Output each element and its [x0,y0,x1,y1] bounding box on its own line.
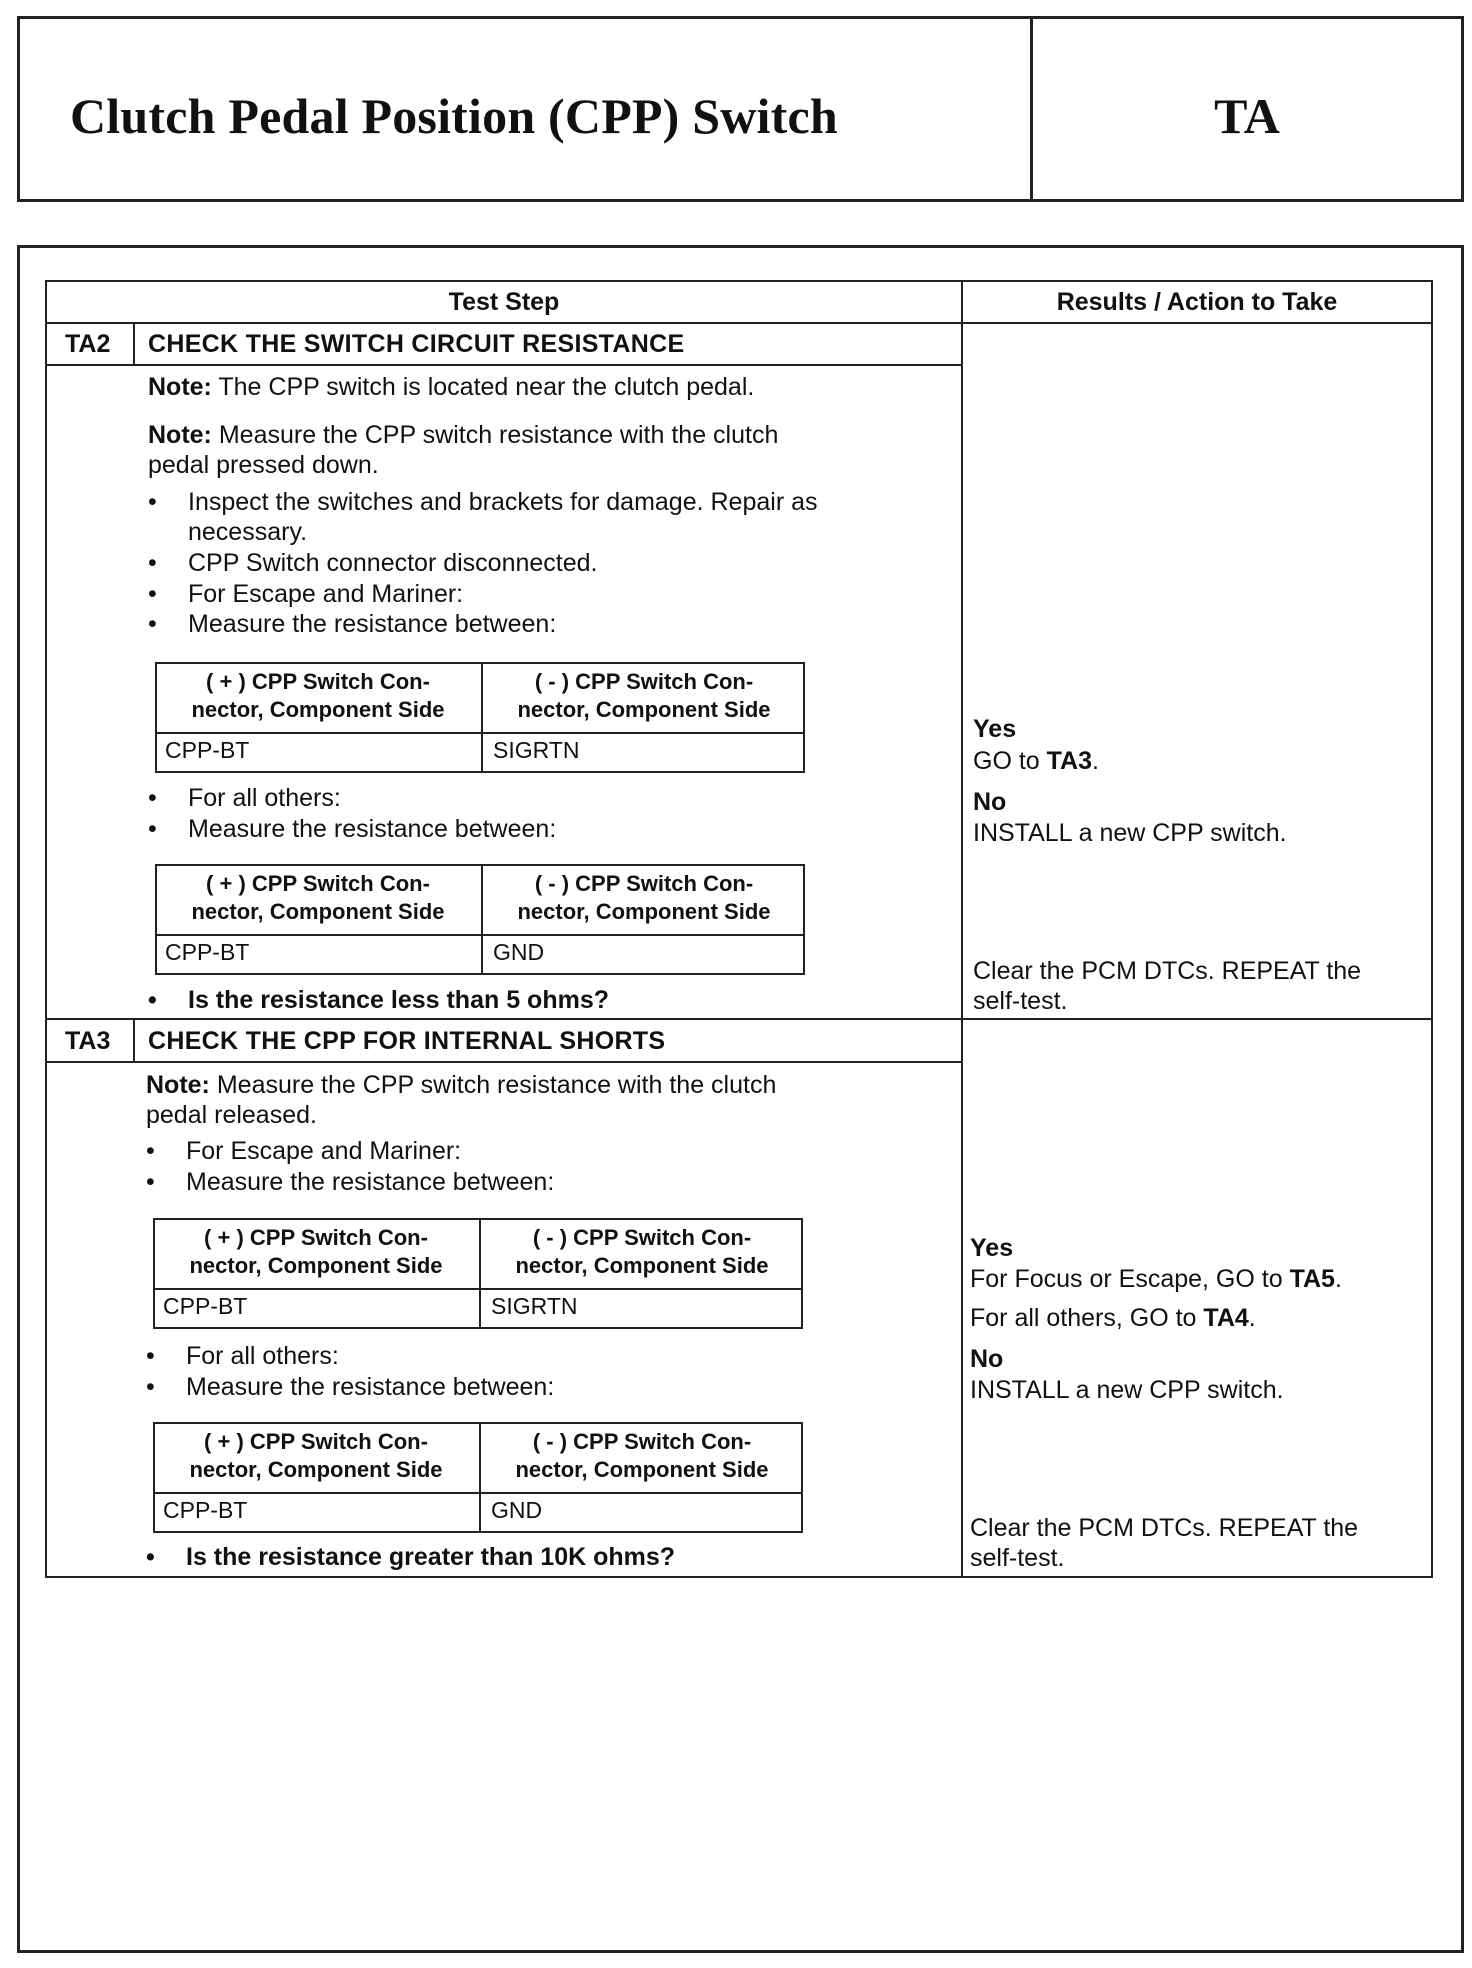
measurement-header-negative: ( - ) CPP Switch Con- nector, Component Side [517,871,771,924]
result-no-action: INSTALL a new CPP switch. [970,1376,1284,1404]
result-no-label: No [970,1345,1004,1373]
note-pressed: Note: Measure the CPP switch resistance with the clutch pedal pressed down. [148,421,779,479]
measurement-table [155,864,805,975]
step-id-divider [133,1018,135,1062]
measurement-header-positive: ( + ) CPP Switch Con- nector, Component Side [189,1225,443,1278]
result-yes-label: Yes [970,1234,1014,1262]
result-no-label: No [973,788,1007,816]
measurement-cell: CPP-BT [163,1293,248,1319]
measurement-cell: SIGRTN [493,737,580,763]
step-id-divider [133,322,135,366]
measurement-header-negative: ( - ) CPP Switch Con- nector, Component Side [515,1225,769,1278]
column-header-results: Results / Action to Take [1056,288,1338,316]
step-id-ta2: TA2 [65,330,111,358]
step-title-divider [45,1061,962,1063]
column-header-test-step: Test Step [448,288,560,316]
measurement-cell: CPP-BT [165,939,250,965]
section-code: TA [1214,88,1280,144]
result-yes-label: Yes [973,715,1017,743]
step-title-ta3: CHECK THE CPP FOR INTERNAL SHORTS [148,1027,666,1055]
result-no-action: INSTALL a new CPP switch. [973,819,1287,847]
measurement-cell: GND [493,939,545,965]
measurement-header-negative: ( - ) CPP Switch Con- nector, Component Side [515,1429,769,1482]
result-yes-action: GO to TA3. [973,747,1099,775]
step-divider [45,1018,1433,1020]
measurement-header-positive: ( + ) CPP Switch Con- nector, Component Side [189,1429,443,1482]
page-header [17,16,1464,202]
result-yes-action: For all others, GO to TA4. [970,1304,1256,1332]
note-location: Note: The CPP switch is located near the clutch pedal. [148,373,755,401]
step-title-ta2: CHECK THE SWITCH CIRCUIT RESISTANCE [148,330,685,358]
note-released: Note: Measure the CPP switch resistance with the clutch pedal released. [146,1071,777,1129]
result-clear-note: Clear the PCM DTCs. REPEAT the self-test. [970,1514,1359,1572]
measurement-cell: SIGRTN [491,1293,578,1319]
step-id-ta3: TA3 [65,1027,111,1055]
measurement-cell: GND [491,1497,543,1523]
measurement-cell: CPP-BT [163,1497,248,1523]
page-title: Clutch Pedal Position (CPP) Switch [70,88,838,144]
measurement-cell: CPP-BT [165,737,250,763]
result-clear-note: Clear the PCM DTCs. REPEAT the self-test. [973,957,1362,1015]
measurement-header-positive: ( + ) CPP Switch Con- nector, Component Side [191,871,445,924]
measurement-table [155,662,805,773]
measurement-header-negative: ( - ) CPP Switch Con- nector, Component Side [517,669,771,722]
header-row-divider [45,322,1433,324]
result-yes-action: For Focus or Escape, GO to TA5. [970,1265,1342,1293]
measurement-table [153,1422,803,1533]
measurement-header-positive: ( + ) CPP Switch Con- nector, Component Side [191,669,445,722]
measurement-table [153,1218,803,1329]
column-divider [961,280,963,1578]
step-title-divider [45,364,962,366]
